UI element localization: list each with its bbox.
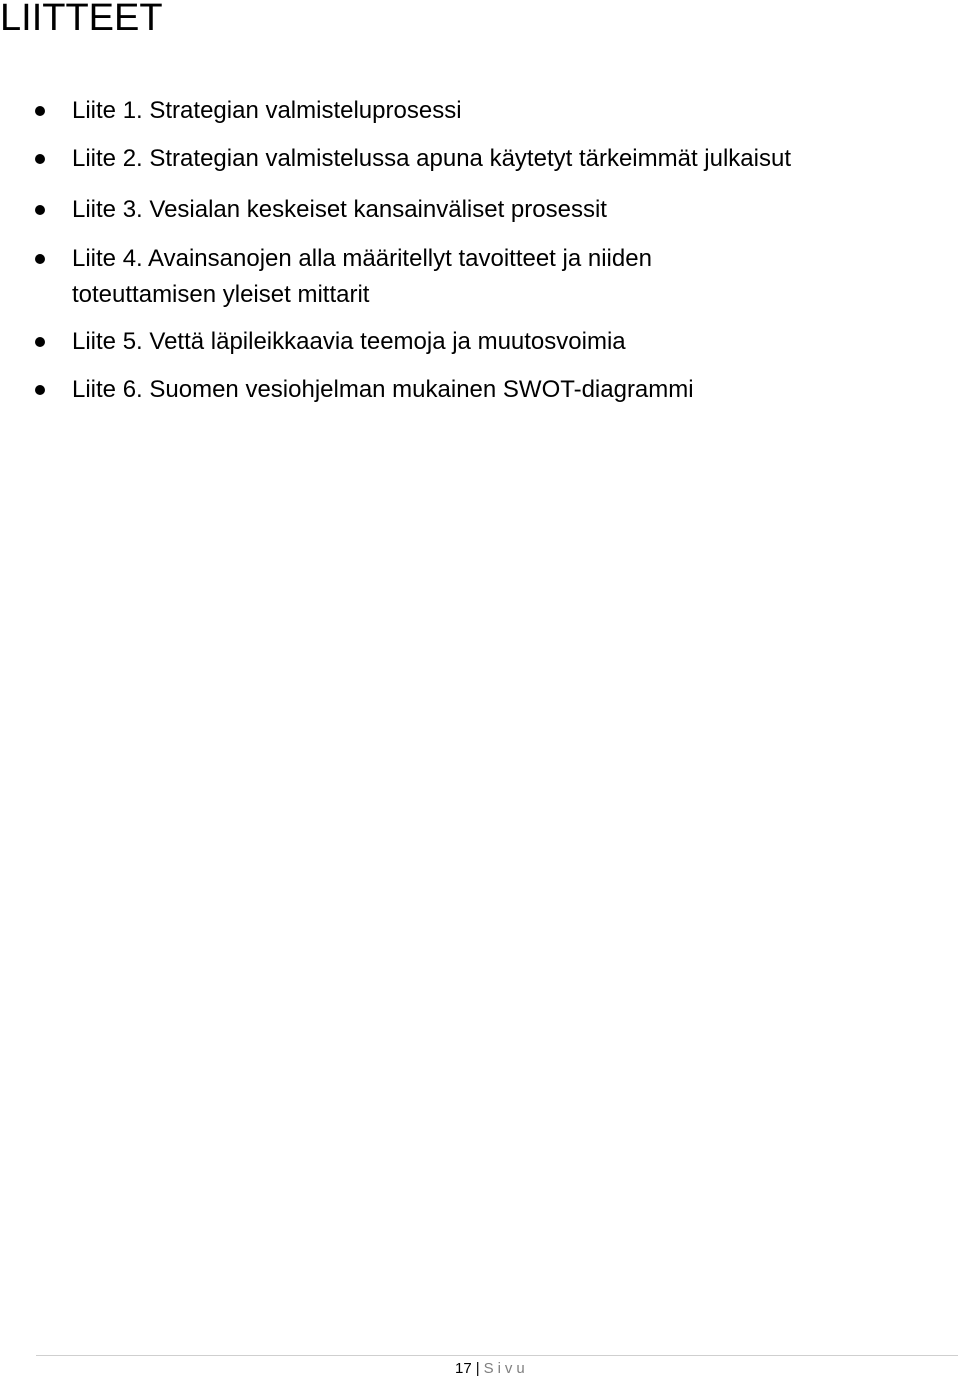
- page-title: LIITTEET: [0, 0, 163, 39]
- page-footer: [455, 1359, 529, 1379]
- list-item-label: Liite 3. Vesialan keskeiset kansainväliset prosessit: [72, 196, 607, 223]
- list-item-liite-1: [72, 93, 892, 129]
- list-item-label: Liite 6. Suomen vesiohjelman mukainen SWOT-diagrammi: [72, 376, 694, 403]
- list-item-liite-2: [72, 141, 892, 177]
- footer-separator: |: [475, 1360, 480, 1377]
- list-item-label: Liite 5. Vettä läpileikkaavia teemoja ja muutosvoimia: [72, 328, 626, 355]
- bullet-icon: [35, 337, 45, 347]
- list-item-liite-6: [72, 372, 892, 408]
- bullet-icon: [35, 385, 45, 395]
- list-item-label: Liite 1. Strategian valmisteluprosessi: [72, 97, 462, 124]
- bullet-icon: [35, 254, 45, 264]
- page-number: 17: [455, 1360, 472, 1377]
- list-item-label: Liite 2. Strategian valmistelussa apuna käytetyt tärkeimmät julkaisut: [72, 145, 792, 172]
- page-word: Sivu: [483, 1360, 529, 1377]
- bullet-icon: [35, 205, 45, 215]
- list-item-liite-4: [72, 241, 752, 313]
- list-item-label: Liite 4. Avainsanojen alla määritellyt tavoitteet ja niiden toteuttamisen yleiset mittarit: [72, 245, 652, 308]
- bullet-icon: [35, 154, 45, 164]
- bullet-icon: [35, 106, 45, 116]
- list-item-liite-3: [72, 192, 892, 228]
- footer-divider: [36, 1355, 958, 1356]
- list-item-liite-5: [72, 324, 892, 360]
